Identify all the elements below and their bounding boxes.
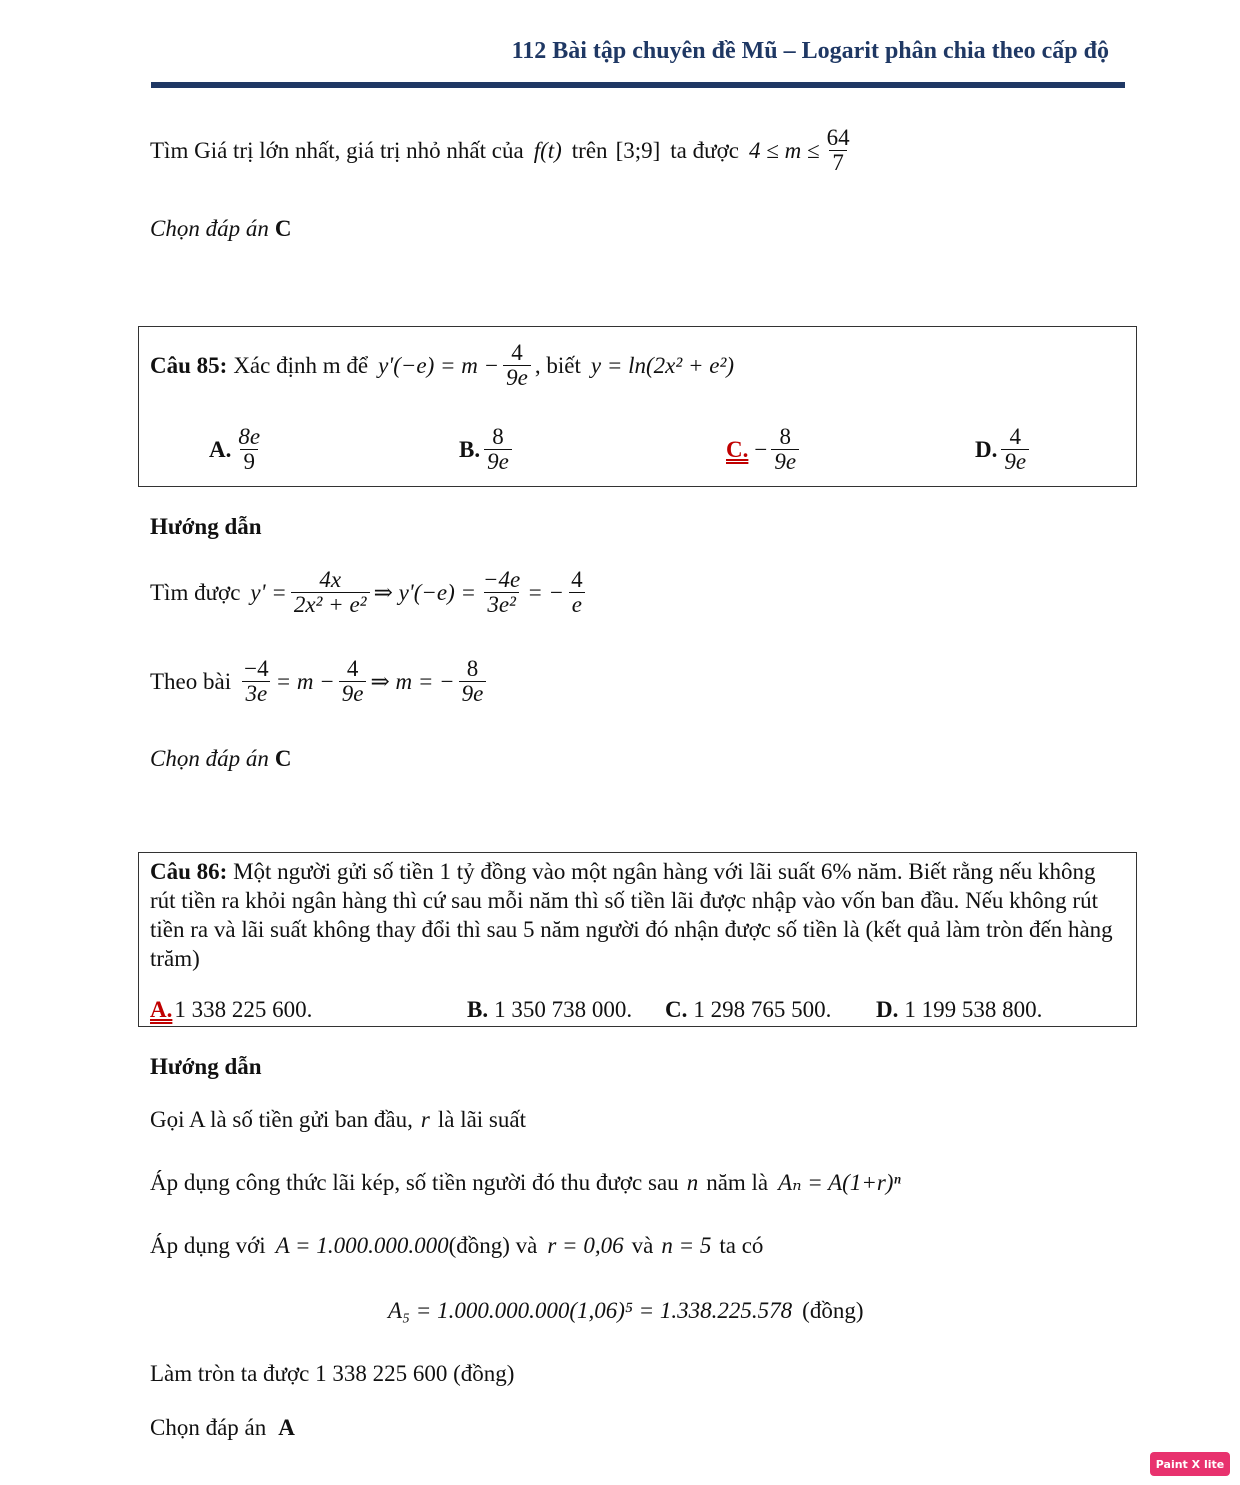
guide-85-line-1 xyxy=(150,568,590,617)
guide-86-line-1 xyxy=(150,1107,526,1133)
text: và xyxy=(631,1233,654,1258)
question-85-box xyxy=(138,326,1137,487)
frac-den: 9e xyxy=(484,449,512,474)
q85-option-a[interactable] xyxy=(209,425,267,474)
text: Áp dụng công thức lãi kép, số tiền người đó thu được sau xyxy=(150,1170,679,1195)
choose-answer: C xyxy=(274,216,292,241)
fraction xyxy=(339,657,367,706)
var-r: r xyxy=(420,1107,430,1132)
q86-option-a[interactable] xyxy=(150,997,312,1023)
option-fraction xyxy=(1001,425,1029,474)
q85-function: y = ln(2x² + e²) xyxy=(590,352,735,378)
guide-85-choose-answer xyxy=(150,746,291,772)
frac-den: 9 xyxy=(240,449,258,474)
frac-num: −4 xyxy=(244,656,269,681)
frac-num: 4 xyxy=(346,656,359,681)
frac-num: −4e xyxy=(483,567,521,592)
page-header-title: 112 Bài tập chuyên đề Mũ – Logarit phân chia theo cấp độ xyxy=(511,38,1109,64)
text: năm là xyxy=(706,1170,769,1195)
frac-den: e xyxy=(569,592,585,617)
option-fraction xyxy=(235,425,263,474)
q85-option-c[interactable] xyxy=(726,425,803,474)
frac-num: 4 xyxy=(1009,424,1021,449)
fraction xyxy=(241,657,271,706)
fraction xyxy=(291,568,370,617)
choose-label: Chọn đáp án xyxy=(150,1415,267,1440)
unit: (đồng) xyxy=(802,1298,864,1323)
question-86-box xyxy=(138,852,1137,1027)
prev-text-on: trên xyxy=(571,137,608,163)
guide-86-title: Hướng dẫn xyxy=(150,1054,262,1079)
q86-text: Một người gửi số tiền 1 tỷ đồng vào một ngân hàng với lãi suất 6% năm. Biết rằng nếu không rút tiền ra khỏi ngân hàng thì cứ sau mỗi năm thì số tiền lãi được nhập vào vốn ban đầu. Nếu không rút tiền ra và lãi suất không thay đổi thì sau 5 năm người đó nhận được số tiền là (kết quả làm tròn đến hàng trăm) xyxy=(150,859,1113,971)
choose-answer: C xyxy=(274,746,292,771)
prev-fraction xyxy=(824,126,853,175)
q85-condition: y'(−e) = m − xyxy=(378,352,500,378)
prev-choose-answer xyxy=(150,216,291,242)
frac-den: 7 xyxy=(829,150,847,175)
guide-85-line-2 xyxy=(150,657,490,706)
text: là lãi suất xyxy=(437,1107,526,1132)
q85-stem xyxy=(150,341,734,390)
prev-solution-line xyxy=(150,126,857,175)
frac-num: 4x xyxy=(319,567,342,592)
option-fraction xyxy=(771,425,799,474)
frac-den: 3e² xyxy=(484,592,519,617)
option-letter: D. xyxy=(975,436,998,462)
expr: y' = xyxy=(250,579,287,605)
guide-86-line-3 xyxy=(150,1233,763,1259)
frac-den: 9e xyxy=(771,449,799,474)
frac-num: 8 xyxy=(466,656,479,681)
var-n: n xyxy=(686,1170,699,1195)
frac-num: 8 xyxy=(492,424,504,449)
text: Gọi A là số tiền gửi ban đầu, xyxy=(150,1107,413,1132)
text: ta có xyxy=(719,1233,764,1258)
frac-num: 8 xyxy=(779,424,791,449)
option-value: 1 298 765 500. xyxy=(693,997,832,1022)
frac-den: 9e xyxy=(339,681,367,706)
frac-den: 2x² + e² xyxy=(291,592,370,617)
q85-cond-fraction xyxy=(503,341,531,390)
q85-given: , biết xyxy=(534,352,581,378)
frac-num: 4 xyxy=(571,567,583,592)
prev-ineq: 4 ≤ m ≤ xyxy=(748,137,820,163)
option-letter: C. xyxy=(665,997,688,1022)
guide-85-title: Hướng dẫn xyxy=(150,514,262,539)
frac-den: 9e xyxy=(459,681,487,706)
choose-label: Chọn đáp án xyxy=(150,746,269,771)
guide-86-line-2 xyxy=(150,1170,901,1196)
option-letter-correct: A. xyxy=(150,997,173,1022)
prev-ft: f(t) xyxy=(533,137,562,163)
option-letter: B. xyxy=(467,997,489,1022)
option-value: 1 350 738 000. xyxy=(494,997,633,1022)
q85-text: Xác định m để xyxy=(233,352,369,378)
guide-86-choose-answer xyxy=(150,1415,295,1441)
expr: n = 5 xyxy=(661,1233,712,1258)
option-letter-correct: C. xyxy=(726,436,749,462)
paint-x-lite-badge: Paint X lite xyxy=(1150,1452,1230,1476)
option-value: 1 199 538 800. xyxy=(904,997,1043,1022)
header-rule xyxy=(151,82,1125,88)
frac-num: 4 xyxy=(511,340,523,365)
fraction xyxy=(568,568,586,617)
guide-86-line-4 xyxy=(388,1298,863,1324)
q86-option-b[interactable] xyxy=(467,997,632,1023)
expr: = − xyxy=(527,579,565,605)
option-letter: A. xyxy=(209,436,232,462)
text: (đồng) và xyxy=(448,1233,538,1258)
option-fraction xyxy=(484,425,512,474)
q86-option-c[interactable] xyxy=(665,997,831,1023)
guide-86-line-5: Làm tròn ta được 1 338 225 600 (đồng) xyxy=(150,1361,515,1386)
fraction xyxy=(459,657,487,706)
option-letter: D. xyxy=(876,997,899,1022)
fraction xyxy=(480,568,523,617)
frac-den: 3e xyxy=(242,681,270,706)
option-value: 1 338 225 600. xyxy=(174,997,313,1022)
expr: ⇒ y'(−e) = xyxy=(373,579,477,605)
q85-option-b[interactable] xyxy=(459,425,516,474)
frac-num: 64 xyxy=(826,125,850,150)
q85-label: Câu 85: xyxy=(150,352,228,378)
expr: = m − xyxy=(275,668,335,694)
q85-option-d[interactable] xyxy=(975,425,1033,474)
prev-text: Tìm Giá trị lớn nhất, giá trị nhỏ nhất của xyxy=(150,137,524,163)
expr: ⇒ m = − xyxy=(370,668,455,694)
text: Áp dụng với xyxy=(150,1233,266,1258)
formula-compound-interest: Aₙ = A(1+r)ⁿ xyxy=(778,1170,901,1195)
line-prefix: Theo bài xyxy=(150,668,232,694)
prev-interval: [3;9] xyxy=(615,137,661,163)
option-letter: B. xyxy=(459,436,481,462)
option-sign: − xyxy=(754,436,768,462)
q86-option-d[interactable] xyxy=(876,997,1042,1023)
choose-answer: A xyxy=(278,1415,295,1440)
expr: A = 1.000.000.000 xyxy=(275,1233,449,1258)
formula-result: A₅ = 1.000.000.000(1,06)⁵ = 1.338.225.578 xyxy=(388,1298,793,1323)
frac-den: 9e xyxy=(503,365,531,390)
prev-text-get: ta được xyxy=(670,137,739,163)
line-prefix: Tìm được xyxy=(150,579,241,605)
expr: r = 0,06 xyxy=(547,1233,624,1258)
q86-label: Câu 86: xyxy=(150,859,228,884)
frac-num: 8e xyxy=(238,424,261,449)
q86-stem xyxy=(150,857,1125,973)
frac-den: 9e xyxy=(1001,449,1029,474)
choose-label: Chọn đáp án xyxy=(150,216,269,241)
